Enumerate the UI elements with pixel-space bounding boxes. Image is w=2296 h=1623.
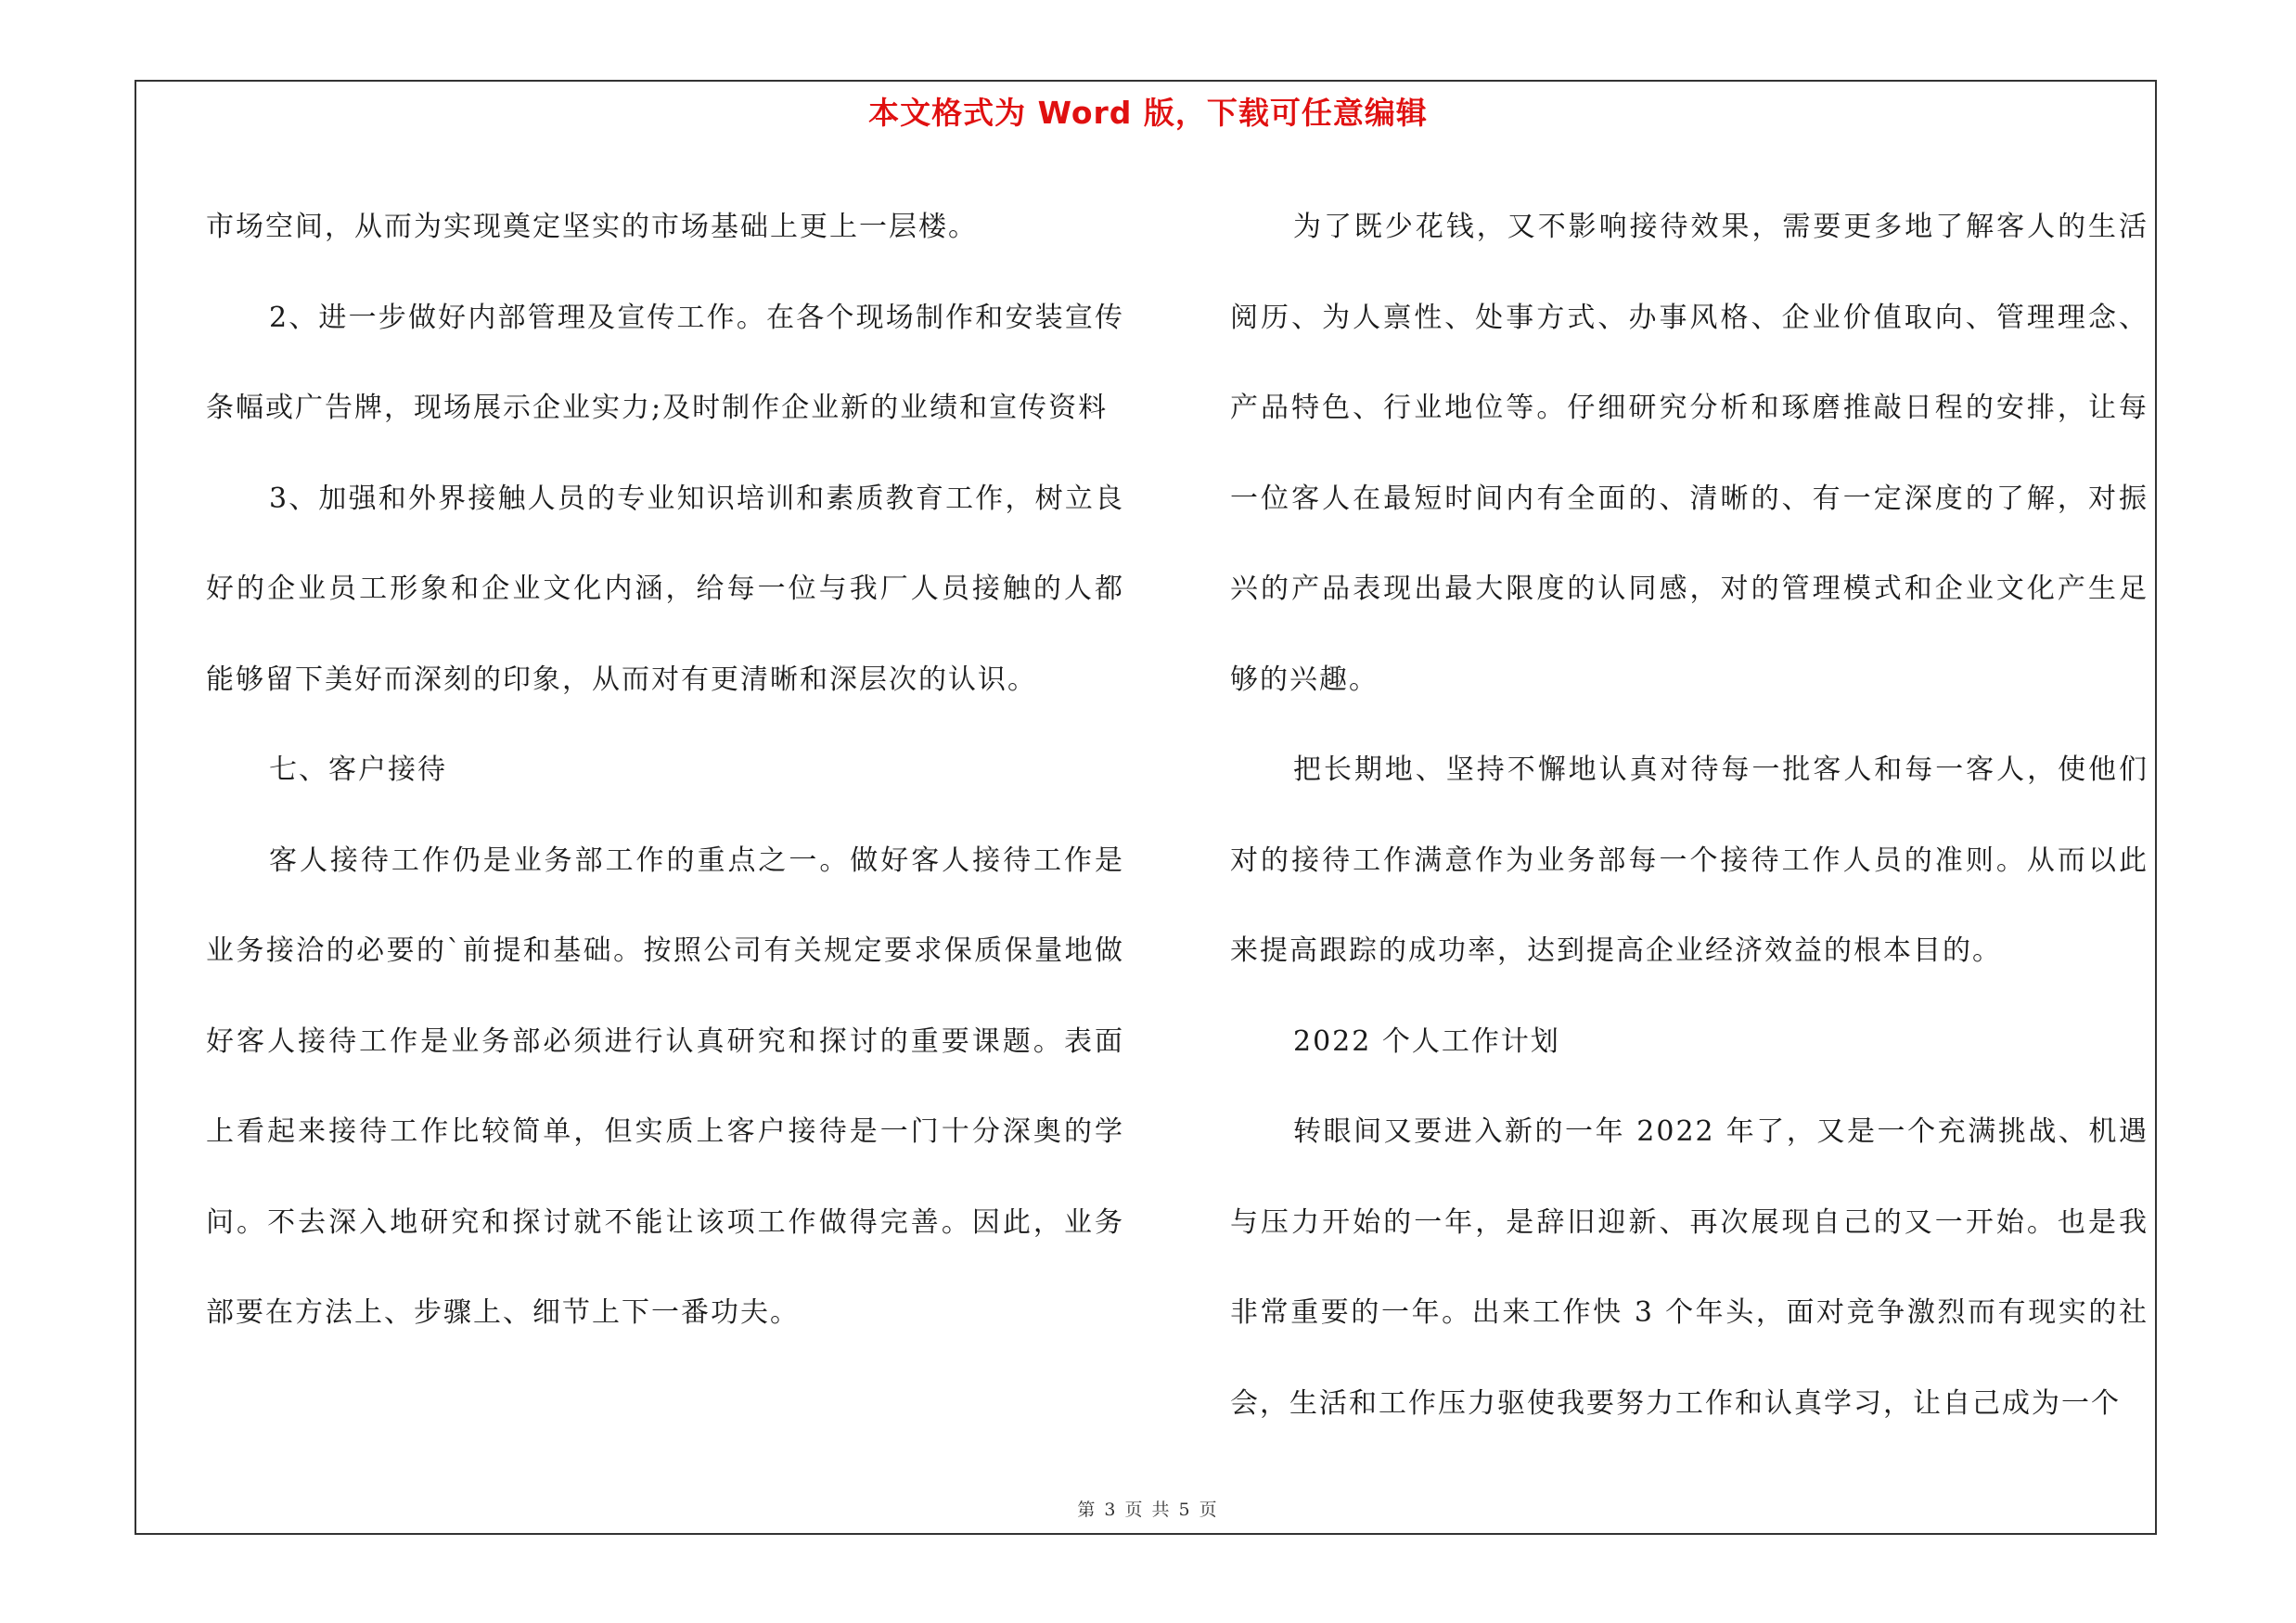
section-heading: 七、客户接待 [269,754,447,786]
paragraph: 为了既少花钱，又不影响接待效果，需要更多地了解客人的生活阅历、为人禀性、处事方式、办事风格、企业价值取向、管理理念、产品特色、行业地位等。仔细研究分析和琢磨推敲日程的安排，让每一位客人在最短时间内有全面的、清晰的、有一定深度的了解，对振兴的产品表现出最大限度的认同感，对的管理模式和企业文化产生足够的兴趣。 [1230,211,2148,696]
left-column [206,182,1124,1359]
paragraph: 2、进一步做好内部管理及宣传工作。在各个现场制作和安装宣传条幅或广告牌，现场展示企业实力;及时制作企业新的业绩和宣传资料 [206,301,1124,424]
paragraph: 转眼间又要进入新的一年 2022 年了，又是一个充满挑战、机遇与压力开始的一年，是辞旧迎新、再次展现自己的又一开始。也是我非常重要的一年。出来工作快 3 个年头，面对竞争激烈而有现实的社会，生活和工作压力驱使我要努力工作和认真学习，让自己成为一个 [1230,1115,2148,1420]
document-banner: 本文格式为 Word 版，下载可任意编辑 [868,95,1428,131]
section-heading: 2022 个人工作计划 [1293,1024,1560,1058]
paragraph: 把长期地、坚持不懈地认真对待每一批客人和每一客人，使他们对的接待工作满意作为业务部每一个接待工作人员的准则。从而以此来提高跟踪的成功率，达到提高企业经济效益的根本目的。 [1230,754,2148,967]
paragraph: 市场空间，从而为实现奠定坚实的市场基础上更上一层楼。 [206,211,978,243]
paragraph: 3、加强和外界接触人员的专业知识培训和素质教育工作，树立良好的企业员工形象和企业文化内涵，给每一位与我厂人员接触的人都能够留下美好而深刻的印象，从而对有更清晰和深层次的认识。 [206,482,1124,696]
paragraph: 客人接待工作仍是业务部工作的重点之一。做好客人接待工作是业务接洽的必要的`前提和基础。按照公司有关规定要求保质保量地做好客人接待工作是业务部必须进行认真研究和探讨的重要课题。表面上看起来接待工作比较简单，但实质上客户接待是一门十分深奥的学问。不去深入地研究和探讨就不能让该项工作做得完善。因此，业务部要在方法上、步骤上、细节上下一番功夫。 [206,844,1124,1329]
right-column [1230,182,2148,1449]
page-number: 第 3 页 共 5 页 [1077,1500,1219,1520]
